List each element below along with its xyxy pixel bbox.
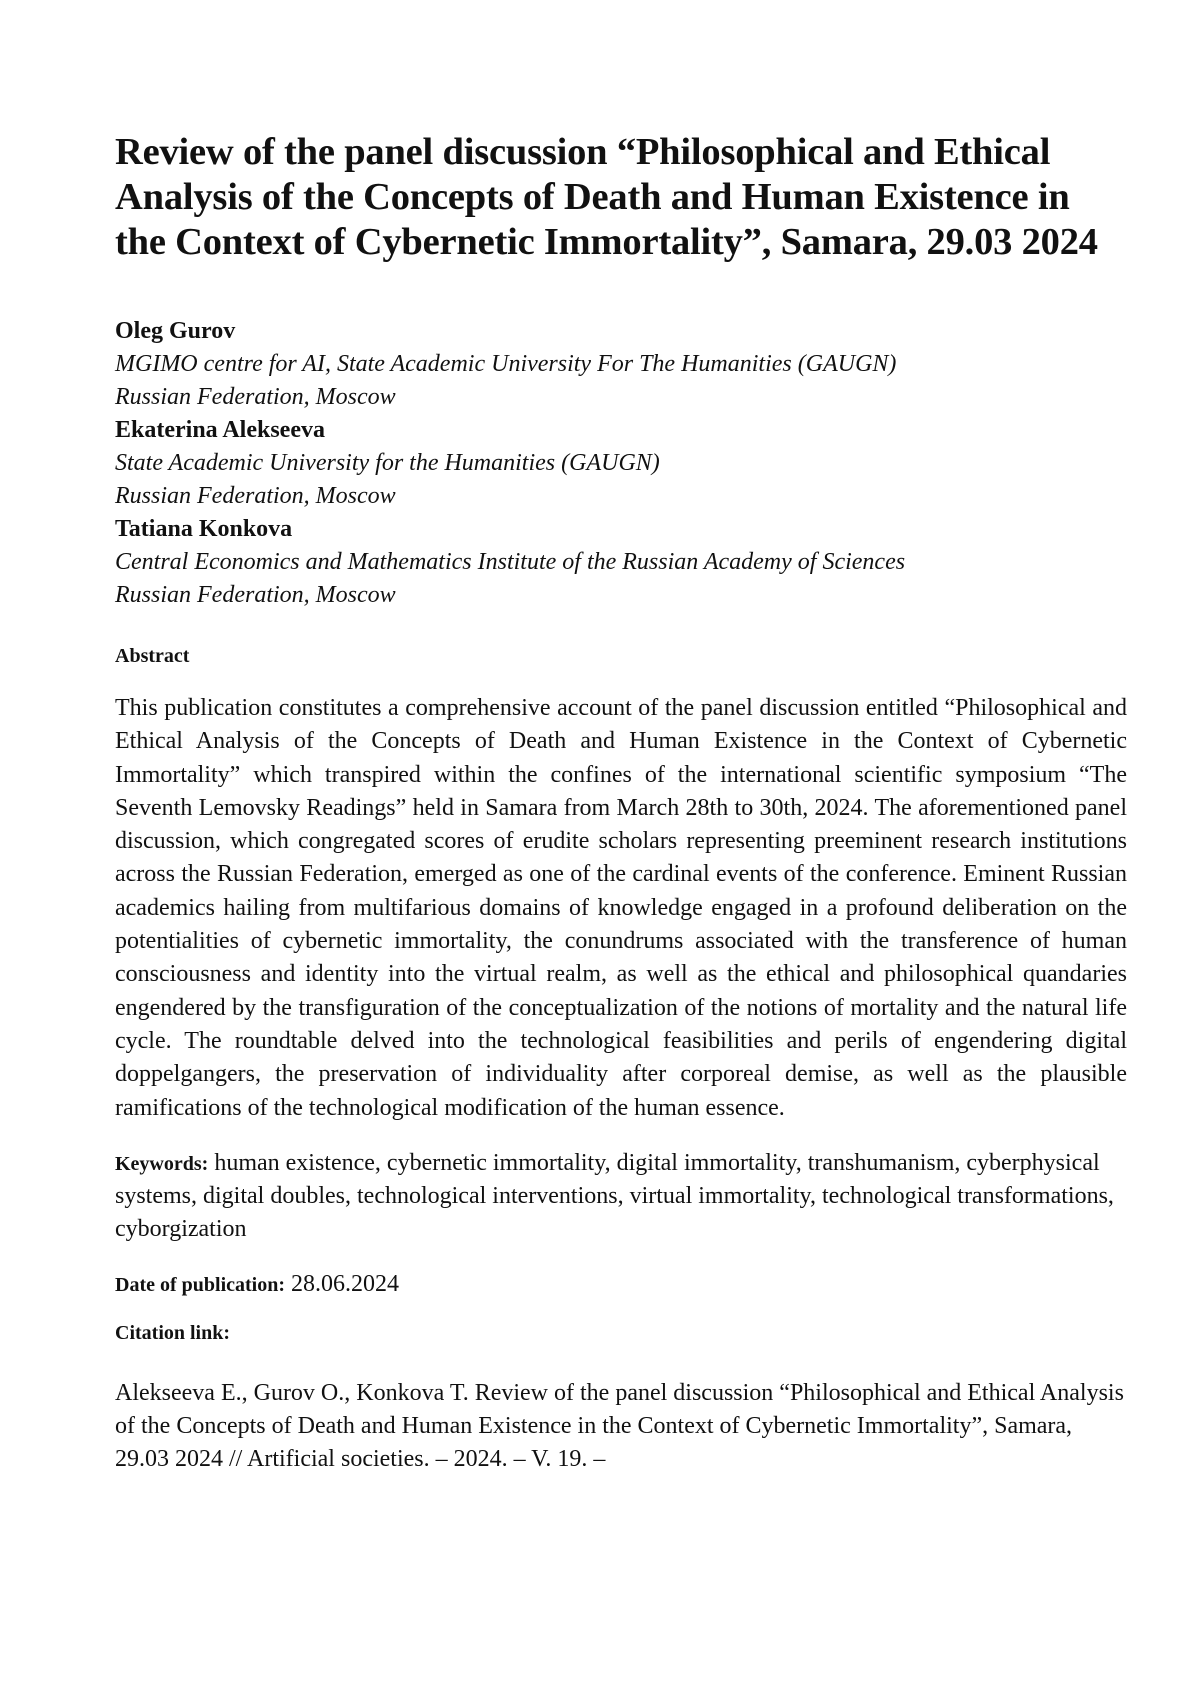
author-block [115,315,1127,414]
author-list [115,315,1127,612]
keywords-section [115,1147,1127,1246]
publication-date-value: 28.06.2024 [291,1270,399,1297]
keywords-label: Keywords: [115,1152,209,1175]
author-block [115,414,1127,513]
citation-text: Alekseeva E., Gurov O., Konkova T. Review of the panel discussion “Philosophical and Ethical Analysis of the Concepts of Death and Human Existence in the Context of Cybernetic Immortality”, Samara, 29.03 2024 // Artificial societies. – 2024. – V. 19. – [115,1379,1124,1472]
author-location: Russian Federation, Moscow [115,582,396,608]
author-location: Russian Federation, Moscow [115,384,396,410]
author-name: Tatiana Konkova [115,516,293,542]
author-name: Ekaterina Alekseeva [115,417,325,443]
author-location: Russian Federation, Moscow [115,483,396,509]
author-name: Oleg Gurov [115,318,236,344]
author-affiliation: State Academic University for the Humanities (GAUGN) [115,450,660,476]
paper-page [115,130,1127,1476]
keywords-text: human existence, cybernetic immortality, digital immortality, transhumanism, cyberphysical systems, digital doubles, technological interventions, virtual immortality, technological transformations, cyborgization [115,1149,1114,1242]
abstract-text: This publication constitutes a comprehensive account of the panel discussion entitled “Philosophical and Ethical Analysis of the Concepts of Death and Human Existence in the Context of Cybernetic Immortality” which transpired within the confines of the international scientific symposium “The Seventh Lemovsky Readings” held in Samara from March 28th to 30th, 2024. The aforementioned panel discussion, which congregated scores of erudite scholars representing preeminent research institutions across the Russian Federation, emerged as one of the cardinal events of the conference. Eminent Russian academics hailing from multifarious domains of knowledge engaged in a profound deliberation on the potentialities of cybernetic immortality, the conundrums associated with the transference of human consciousness and identity into the virtual realm, as well as the ethical and philosophical quandaries engendered by the transfiguration of the conceptualization of the notions of mortality and the natural life cycle. The roundtable delved into the technological feasibilities and perils of engendering digital doppelgangers, the preservation of individuality after corporeal demise, as well as the plausible ramifications of the technological modification of the human essence. [115,695,1127,1121]
paper-title: Review of the panel discussion “Philosophical and Ethical Analysis of the Concepts of Death and Human Existence in the Context of Cybernetic Immortality”, Samara, 29.03 2024 [115,131,1098,263]
publication-date-section [115,1268,1127,1301]
abstract-heading: Abstract [115,645,190,667]
publication-date-label: Date of publication: [115,1273,285,1296]
author-block [115,513,1127,612]
author-affiliation: MGIMO centre for AI, State Academic University For The Humanities (GAUGN) [115,351,897,377]
citation-heading: Citation link: [115,1321,231,1344]
author-affiliation: Central Economics and Mathematics Institute of the Russian Academy of Sciences [115,549,906,575]
